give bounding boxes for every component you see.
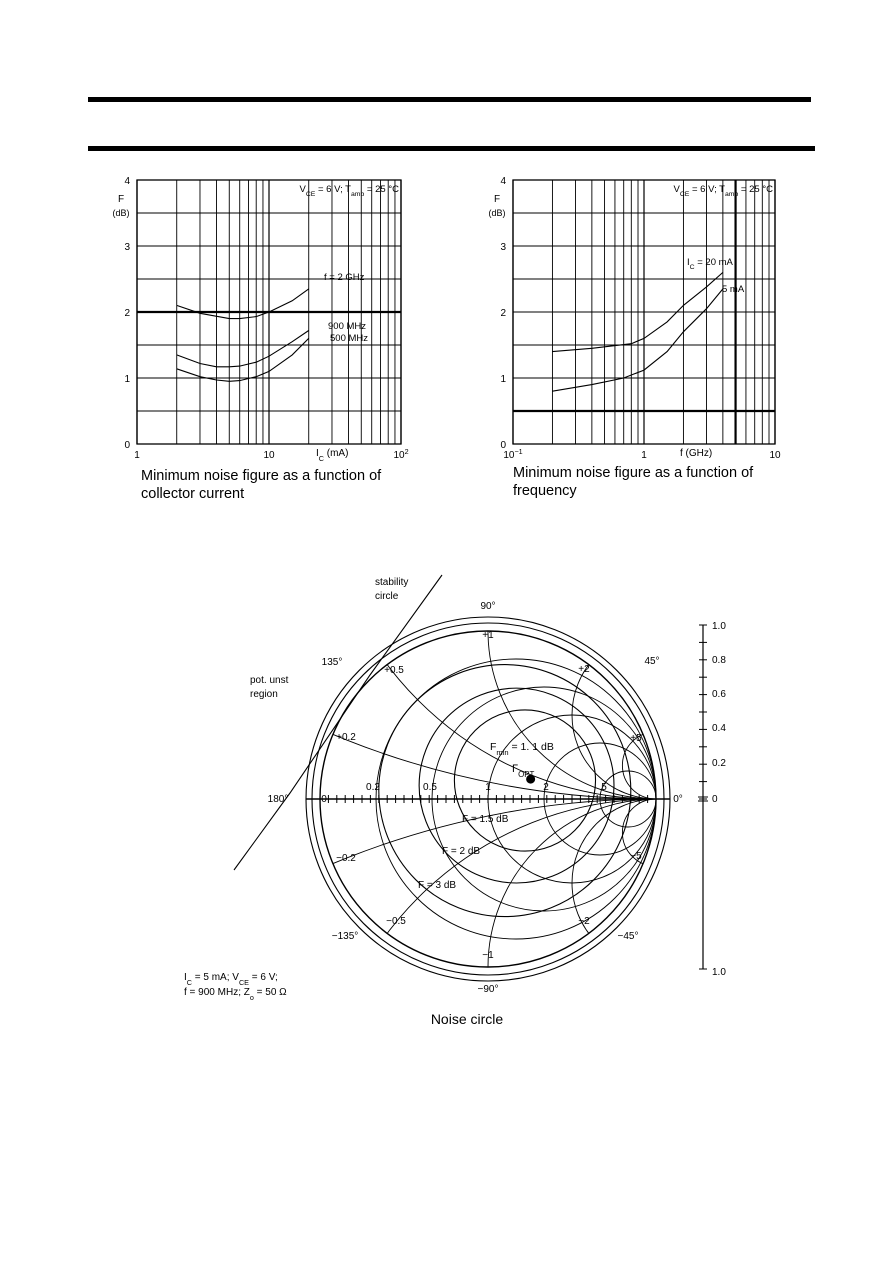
series-line [177,289,309,319]
reactance-label: −0.2 [336,853,356,864]
y-tick-label: 3 [500,242,506,253]
y-tick-label: 1 [124,374,130,385]
noise-circle-label: F = 3 dB [418,880,457,891]
noise-circle [454,710,595,851]
angle-label: 135° [321,657,343,668]
noise-circle-smith-chart [170,565,740,1035]
x-tick-label: $10^{-1}$ [503,446,523,461]
noise-circle [379,665,631,917]
angle-label: 45° [644,656,660,667]
gamma-opt-label: $\Gamma_{OPT}$ [512,763,535,779]
scale-label: 1.0 [712,621,726,632]
y-axis-label: F [493,194,501,205]
stability-label: stability [375,577,409,588]
unstable-region-label: region [250,689,278,700]
reactance-arc [572,799,740,967]
reactance-label: −1 [482,950,494,961]
stability-label: circle [375,591,399,602]
chart2-caption-line1: Minimum noise figure as a function of [513,465,754,481]
angle-label: −135° [331,931,359,942]
reactance-label: +0.5 [384,665,404,676]
chart-title: Noise circle [430,1011,504,1027]
resistance-label: 0 [321,794,327,805]
series-line [177,331,309,367]
y-tick-label: 2 [500,308,506,319]
resistance-label: 5 [601,782,607,793]
reactance-label: +5 [630,733,642,744]
noise-circle-label: F = 2 dB [442,846,481,857]
scale-label: 1.0 [712,967,726,978]
y-axis-label: F [117,194,125,205]
scale-label: 0.8 [712,655,726,666]
series-label: $I_C = 20$ mA [687,257,733,271]
resistance-label: 0.5 [423,782,437,793]
chart1-caption [141,467,381,503]
conditions-line: f = 900 MHz; $Z_o = 50$ Ω [184,987,287,1002]
header-rule-bottom [88,146,815,151]
y-tick-label: 4 [500,176,506,187]
y-tick-label: 1 [500,374,506,385]
y-tick-label: 3 [124,242,130,253]
reactance-label: −0.5 [386,916,406,927]
reactance-label: −5 [630,851,642,862]
noise-figure-vs-collector-current-chart [100,170,420,470]
x-axis-label: $I_C$ (mA) [316,448,349,463]
reactance-arc [488,799,740,1035]
scale-label: 0.6 [712,689,726,700]
noise-figure-vs-frequency-chart [480,170,800,470]
resistance-label: 2 [543,782,549,793]
fmin-label: $F_{min} = 1$. 1 dB [490,741,554,757]
stability-circle-line [234,575,442,870]
series-label: 5 mA [722,284,745,295]
reactance-label: −2 [578,916,590,927]
x-axis-label: f (GHz) [680,448,713,459]
scale-label: 0.2 [712,758,726,769]
conditions-label: $V_{CE} = 6$ V; $T_{amb} = 25$ °C [299,184,399,198]
conditions-line: $I_C = 5$ mA; $V_{CE} = 6$ V; [184,972,278,987]
conditions-label: $V_{CE} = 6$ V; $T_{amb} = 25$ °C [673,184,773,198]
x-tick-label: 1 [641,450,647,461]
reactance-arcs [170,565,740,1035]
y-tick-label: 0 [124,440,130,451]
angle-label: −90° [477,984,499,995]
unstable-region-label: pot. unst [250,675,289,686]
chart2-caption [513,464,753,500]
reactance-label: +0.2 [336,732,356,743]
chart2-caption-line2: frequency [513,483,577,499]
reactance-arc [170,799,740,1035]
resistance-label: 0.2 [366,782,380,793]
chart1-caption-line2: collector current [141,486,245,502]
chart1-caption-line1: Minimum noise figure as a function of [141,468,382,484]
series-label: 900 MHz [328,321,367,332]
x-tick-label: 10 [263,450,275,461]
y-tick-label: 2 [124,308,130,319]
y-axis-unit: (dB) [488,208,506,218]
angle-label: −45° [617,931,639,942]
y-tick-label: 4 [124,176,130,187]
series-label: f = 2 GHz [324,272,365,283]
noise-circle-label: F = 1.5 dB [462,814,509,825]
angle-label: 90° [480,601,496,612]
angle-label: 0° [673,794,683,805]
scale-label: 0.4 [712,723,726,734]
resistance-label: 1 [485,782,491,793]
reactance-arc [320,799,740,1035]
y-axis-unit: (dB) [112,208,130,218]
header-rule-top [88,97,811,102]
x-tick-label: $10^2$ [393,446,409,461]
y-tick-label: 0 [500,440,506,451]
x-tick-label: 1 [134,450,140,461]
series-label: 500 MHz [330,333,369,344]
x-tick-label: 10 [769,450,781,461]
angle-label: 180° [267,794,289,805]
reactance-label: +1 [482,630,494,641]
scale-label: 0 [712,794,718,805]
reactance-label: +2 [578,664,590,675]
